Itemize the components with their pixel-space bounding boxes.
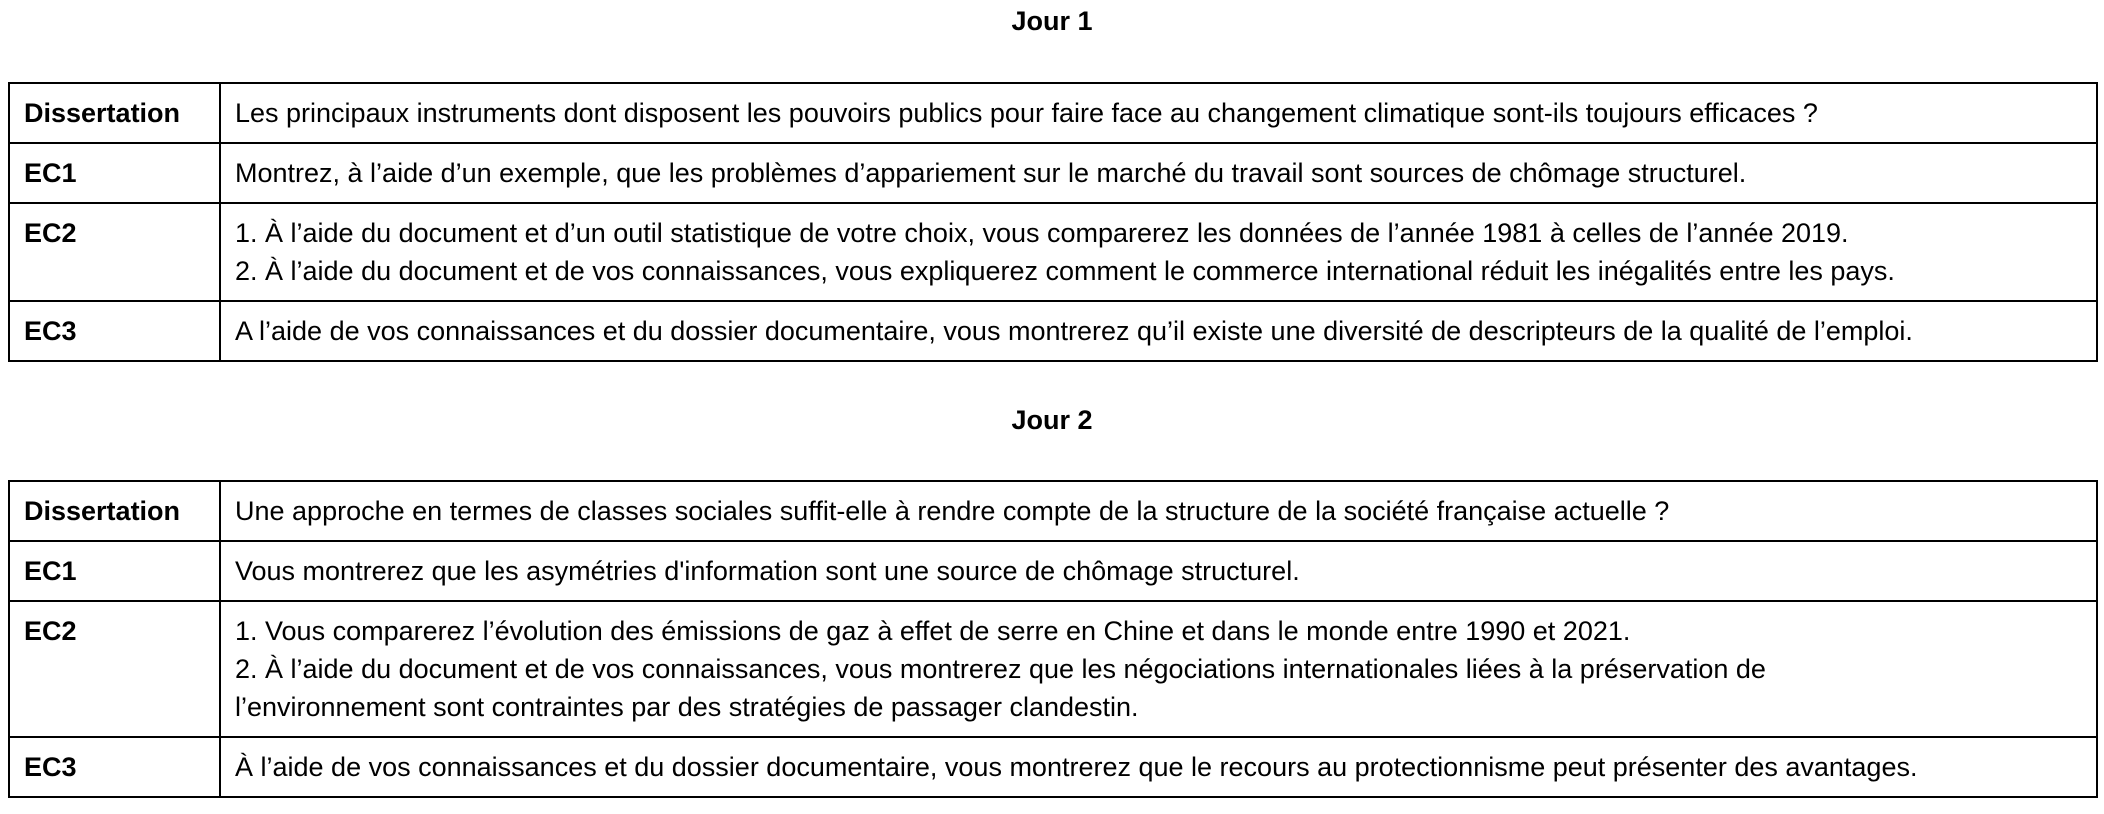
subject-text-line: Une approche en termes de classes sociales suffit-elle à rendre compte de la structure de la société française actuelle ? bbox=[235, 496, 1670, 526]
table-row-ec1 bbox=[9, 541, 2097, 601]
table-row-ec1 bbox=[9, 143, 2097, 203]
exam-table-jour-1 bbox=[8, 82, 2098, 362]
subject-text-line: 2. À l’aide du document et de vos connaissances, vous expliquerez comment le commerce international réduit les inégalités entre les pays. bbox=[235, 256, 1895, 286]
row-content-ec3 bbox=[220, 301, 2097, 361]
row-content-ec3 bbox=[220, 737, 2097, 797]
table-row-dissertation bbox=[9, 83, 2097, 143]
row-content-dissertation bbox=[220, 83, 2097, 143]
row-content-ec2 bbox=[220, 601, 2097, 737]
day-heading-jour-2: Jour 2 bbox=[1011, 405, 1093, 435]
row-label-ec2: EC2 bbox=[9, 203, 220, 301]
row-content-dissertation bbox=[220, 481, 2097, 541]
table-row-ec2 bbox=[9, 601, 2097, 737]
table-row-ec3 bbox=[9, 737, 2097, 797]
row-label-ec3: EC3 bbox=[9, 301, 220, 361]
subject-text-line: Vous montrerez que les asymétries d'information sont une source de chômage structurel. bbox=[235, 556, 1300, 586]
row-content-ec1 bbox=[220, 541, 2097, 601]
row-content-ec1 bbox=[220, 143, 2097, 203]
subject-text-line: Les principaux instruments dont disposent les pouvoirs publics pour faire face au changement climatique sont-ils toujours efficaces ? bbox=[235, 98, 1818, 128]
table-row-ec3 bbox=[9, 301, 2097, 361]
row-label-dissertation: Dissertation bbox=[9, 481, 220, 541]
subject-text-line: A l’aide de vos connaissances et du dossier documentaire, vous montrerez qu’il existe une diversité de descripteurs de la qualité de l’emploi. bbox=[235, 316, 1913, 346]
row-label-ec1: EC1 bbox=[9, 541, 220, 601]
table-row-dissertation bbox=[9, 481, 2097, 541]
subject-text-line: 1. Vous comparerez l’évolution des émissions de gaz à effet de serre en Chine et dans le monde entre 1990 et 2021. bbox=[235, 616, 1631, 646]
row-label-ec2: EC2 bbox=[9, 601, 220, 737]
subject-text-line: À l’aide de vos connaissances et du dossier documentaire, vous montrerez que le recours au protectionnisme peut présenter des avantages. bbox=[235, 752, 1918, 782]
row-label-ec1: EC1 bbox=[9, 143, 220, 203]
subject-text-line: 1. À l’aide du document et d’un outil statistique de votre choix, vous comparerez les données de l’année 1981 à celles de l’année 2019. bbox=[235, 218, 1849, 248]
subject-text-line: l’environnement sont contraintes par des stratégies de passager clandestin. bbox=[235, 692, 1139, 722]
row-content-ec2 bbox=[220, 203, 2097, 301]
row-label-ec3: EC3 bbox=[9, 737, 220, 797]
day-heading-jour-1: Jour 1 bbox=[1011, 6, 1093, 36]
subject-text-line: 2. À l’aide du document et de vos connaissances, vous montrerez que les négociations internationales liées à la préservation de bbox=[235, 654, 1766, 684]
exam-table-jour-2 bbox=[8, 480, 2098, 798]
subject-text-line: Montrez, à l’aide d’un exemple, que les problèmes d’appariement sur le marché du travail sont sources de chômage structurel. bbox=[235, 158, 1747, 188]
table-row-ec2 bbox=[9, 203, 2097, 301]
row-label-dissertation: Dissertation bbox=[9, 83, 220, 143]
